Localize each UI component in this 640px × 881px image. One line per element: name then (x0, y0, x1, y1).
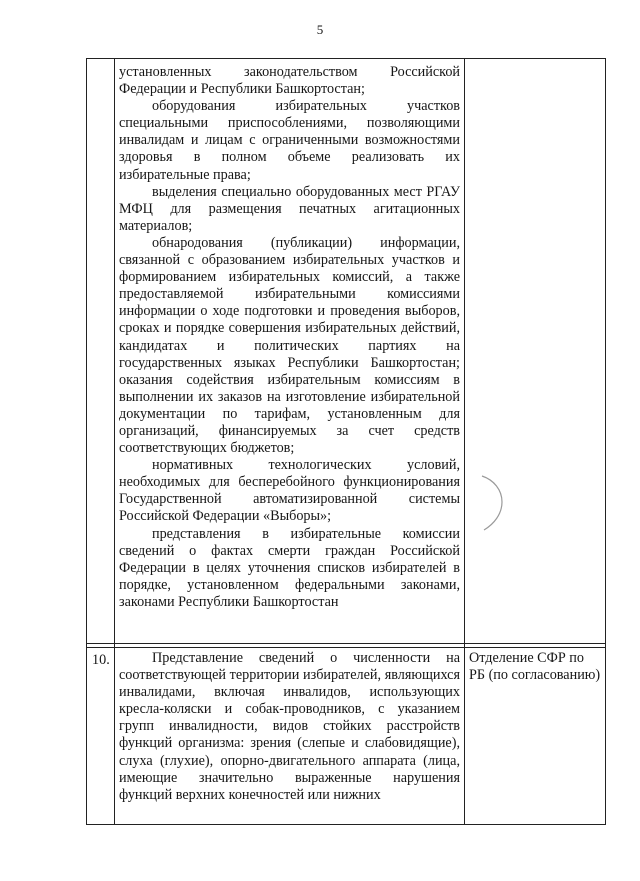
row-10-number: 10. (92, 652, 110, 668)
continuation-paragraph: выделения специально оборудованных мест РГАУ МФЦ для размещения печатных агитационных материалов; (119, 183, 460, 234)
row-10-responsible-text: Отделение СФР по РБ (по согласованию) (469, 650, 601, 684)
table-right-border (605, 58, 606, 825)
document-table (86, 58, 606, 826)
table-left-border (86, 58, 87, 825)
row-divider (86, 643, 606, 644)
row-divider-second (86, 647, 606, 648)
continuation-paragraph: нормативных технологических условий, необходимых для бесперебойного функционирования Государственной автоматизированной системы Российской Федерации «Выборы»; (119, 457, 460, 525)
pen-mark (478, 472, 508, 534)
table-bottom-border (86, 824, 606, 825)
page-number: 5 (316, 22, 324, 37)
continuation-paragraph: установленных законодательством Российской Федерации и Республики Башкортостан; (119, 64, 460, 98)
column-divider-responsible (464, 58, 465, 825)
row-10-description-text: Представление сведений о численности на соответствующей территории избирателей, являющихся инвалидами, включая инвалидов, использующих кресла-коляски и собак-проводников, с указанием групп инвалидности, видов стойких расстройств функций организма: зрения (слепые и слабовидящие), слуха (глухие), опорно-двигательного аппарата (лица, имеющие значительно выраженные нарушения функций верхних конечностей или нижних (119, 650, 460, 803)
continuation-paragraph: обнародования (публикации) информации, связанной с образованием избирательных участков и формированием избирательных комиссий, а также предоставляемой избирательными комиссиями информации о ходе подготовки и проведения выборов, сроках и порядке совершения избирательных действий, кандидатах и политических партиях на государственных языках Республики Башкортостан; оказания содействия избирательным комиссиям в выполнении их заказов на изготовление избирательной документации по тарифам, установленным для организаций, финансируемых за счет средств соответствующих бюджетов; (119, 234, 460, 457)
row-10-responsible (469, 650, 601, 684)
continuation-paragraph: представления в избирательные комиссии сведений о фактах смерти граждан Российской Федерации в целях уточнения списков избирателей в порядке, установленном федеральными законами, законами Республики Башкортостан (119, 525, 460, 610)
continuation-paragraph: оборудования избирательных участков специальными приспособлениями, позволяющими инвалидам и лицам с ограниченными возможностями здоровья в полном объеме реализовать их избирательные права; (119, 98, 460, 183)
column-divider-number (114, 58, 115, 825)
row-10-description (119, 650, 460, 804)
table-top-border (86, 58, 606, 59)
continuation-row-description (119, 64, 460, 611)
